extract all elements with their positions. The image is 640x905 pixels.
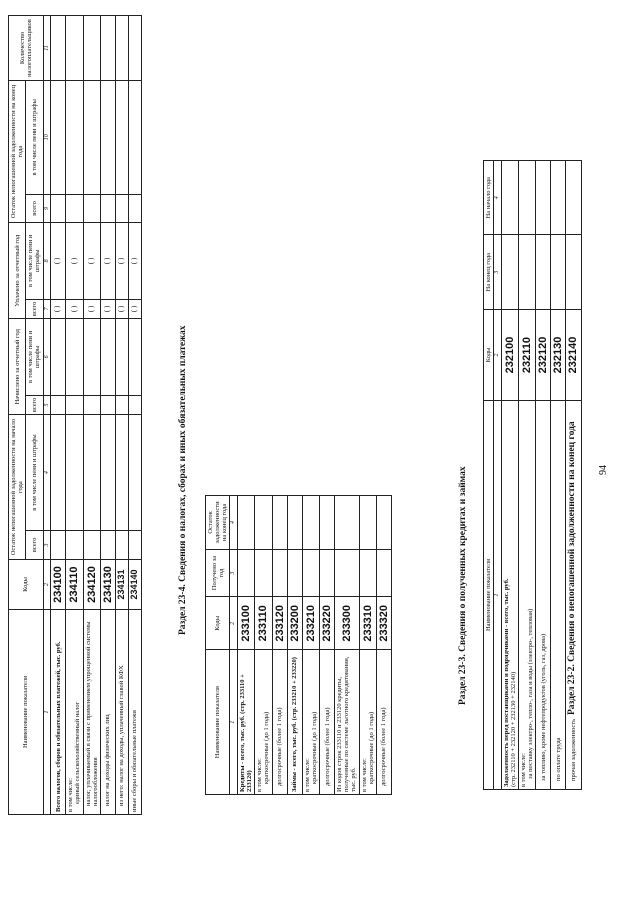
row-label: налог, уплачиваемый в связи с применением упрощенной системы налогообложения — [83, 610, 100, 815]
table-row — [501, 161, 518, 790]
col-header: Начислено за отчетный год — [9, 319, 26, 415]
col-header: Коды — [9, 560, 44, 610]
row-code: 233300 — [335, 597, 359, 650]
table-row — [359, 496, 376, 795]
row-label: по оплате труда — [551, 401, 566, 790]
table-row — [335, 496, 359, 795]
col-header: Остаток задолженности на конец года — [206, 496, 230, 550]
row-code: 233210 — [302, 597, 319, 650]
row-code: 234140 — [128, 560, 141, 610]
row-code: 233120 — [272, 597, 287, 650]
table-23-3: Наименование показателя Коды Получено за год Остаток задолженности на конец года 1 2 3 4 Кредиты - всего, тыс. руб. (стр. 233110 + 233120) 233100 в том числе: краткосрочные (до 1 года) 233110 долгосрочные (более 1 года) 233120 Займы - всего, тыс. руб. (стр. 233210 + 233220) 233200 в том числе: краткосрочные (до 1 года) 233210 долгосрочные (более 1 года) 233220 Из кодов строк 233110 и 233120 кредиты, полученные по системе льготного кредитования, тыс. руб. 233300 в том числе: краткосрочные (до 1 года) 233310 долгосрочные (более 1 года) 233320 — [205, 495, 392, 795]
row-code: 233220 — [320, 597, 335, 650]
row-code: 234130 — [100, 560, 115, 610]
col-header: Остаток непогашенной задолженности на начало года — [9, 415, 26, 560]
row-label: долгосрочные (более 1 года) — [320, 650, 335, 795]
col-header: Количество налогоплательщиков — [9, 16, 44, 81]
table-row: в том числе: единый сельскохозяйственный налог 234110 ( ) ( ) — [66, 16, 83, 815]
row-label: долгосрочные (более 1 года) — [272, 650, 287, 795]
table-row — [536, 161, 551, 790]
table-row: Всего налогов, сборов и обязательных платежей, тыс. руб. 234100 ( ) ( ) — [51, 16, 66, 815]
page-number: 94 — [598, 465, 609, 475]
row-code: 234110 — [66, 560, 83, 610]
table-row — [376, 496, 391, 795]
row-code: 232110 — [519, 309, 536, 400]
col-header: Наименование показателя — [206, 650, 230, 795]
row-code: 233200 — [287, 597, 302, 650]
table-23-4: Наименование показателя Коды Остаток непогашенной задолженности на начало года Начислено за отчетный год Уплачено за отчетный год Остаток непогашенной задолженности на конец года Количество налогоплательщиков всего в том числе пени и штрафы всего в том числе пени и штрафы всего в том числе пени и штрафы всего в том числе пени и штрафы 1 2 3 4 5 6 7 8 9 10 11 Всего налогов, сборов и обязательных платежей, тыс. руб. 234100 ( ) ( ) в том числе: единый сельскохозяйственный налог 234110 ( ) ( ) налог, уплачиваемый в связи с применением упрощенной системы налогообложения 234120 ( ) ( ) налог на доходы физических лиц 234130 ( ) ( ) из него: налог на доходы, уплаченный главой КФХ 234131 ( ) ( ) иные сборы и обязательные платежи 234140 ( ) ( ) — [8, 15, 142, 815]
row-label: из него: налог на доходы, уплаченный главой КФХ — [115, 610, 128, 815]
col-header: Получено за год — [206, 549, 230, 596]
row-code: 234100 — [51, 560, 66, 610]
table-row: из него: налог на доходы, уплаченный главой КФХ 234131 ( ) ( ) — [115, 16, 128, 815]
table-row — [287, 496, 302, 795]
row-label: налог на доходы физических лиц — [100, 610, 115, 815]
row-label: Кредиты - всего, тыс. руб. (стр. 233110 + 233120) — [238, 650, 255, 795]
row-code: 233310 — [359, 597, 376, 650]
row-label: в том числе: за поставку электро-, тепло-, газа и воды (электро-, тепловая) — [519, 401, 536, 790]
row-label: Задолженность перед поставщиками и подрядчиками - всего, тыс. руб. (стр. 232110 + 232120 + 232130 + 232140) — [501, 401, 518, 790]
row-label: в том числе: единый сельскохозяйственный налог — [66, 610, 83, 815]
row-code: 232140 — [566, 309, 581, 400]
row-label: Из кодов строк 233110 и 233120 кредиты, полученные по системе льготного кредитования, тыс. руб. — [335, 650, 359, 795]
row-label: Всего налогов, сборов и обязательных платежей, тыс. руб. — [51, 610, 66, 815]
section-23-3-title: Раздел 23-3. Сведения о полученных кредитах и займах — [458, 466, 468, 705]
row-label: в том числе: краткосрочные (до 1 года) — [255, 650, 272, 795]
col-header: Остаток непогашенной задолженности на конец года — [9, 81, 26, 223]
row-label: прочая задолженность — [566, 401, 581, 790]
section-23-4-title: Раздел 23-4. Сведения о налогах, сборах и иных обязательных платежах — [178, 325, 188, 635]
row-label: долгосрочные (более 1 года) — [376, 650, 391, 795]
col-header: Наименование показателя — [9, 610, 44, 815]
table-row — [238, 496, 255, 795]
row-label: иные сборы и обязательные платежи — [128, 610, 141, 815]
table-row — [272, 496, 287, 795]
section-23-2-title: Раздел 23-2. Сведения о непогашенной задолженности на конец года — [567, 421, 577, 715]
col-header: На начало года — [484, 161, 494, 236]
row-label: Займы - всего, тыс. руб. (стр. 233210 + 233220) — [287, 650, 302, 795]
row-code: 234131 — [115, 560, 128, 610]
col-header: Уплачено за отчетный год — [9, 223, 26, 319]
col-header: На конец года — [484, 235, 494, 309]
row-code: 232120 — [536, 309, 551, 400]
row-label: в том числе: краткосрочные (до 1 года) — [359, 650, 376, 795]
table-row: иные сборы и обязательные платежи 234140 ( ) ( ) — [128, 16, 141, 815]
row-label: за топливо, кроме нефтепродуктов (уголь, газ, дрова) — [536, 401, 551, 790]
table-row — [551, 161, 566, 790]
table-23-2: Наименование показателя Коды На конец года На начало года 1 2 3 4 Задолженность перед поставщиками и подрядчиками - всего, тыс. руб. (стр. 232110 + 232120 + 232130 + 232140) 232100 в том числе: за поставку электро-, тепло-, газа и воды (электро-, тепловая) 232110 за топливо, кроме нефтепродуктов (уголь, газ, дрова) 232120 по оплате труда 232130 прочая задолженность 232140 — [483, 160, 582, 790]
table-row: налог на доходы физических лиц 234130 ( ) ( ) — [100, 16, 115, 815]
row-code: 232100 — [501, 309, 518, 400]
table-row — [320, 496, 335, 795]
col-header: Наименование показателя — [484, 401, 494, 790]
col-header: Коды — [484, 309, 494, 400]
table-row — [566, 161, 581, 790]
table-row — [255, 496, 272, 795]
row-code: 233320 — [376, 597, 391, 650]
table-row — [302, 496, 319, 795]
row-code: 232130 — [551, 309, 566, 400]
col-header: Коды — [206, 597, 230, 650]
table-row: налог, уплачиваемый в связи с применением упрощенной системы налогообложения 234120 ( ) ( ) — [83, 16, 100, 815]
table-row — [519, 161, 536, 790]
row-label: в том числе: краткосрочные (до 1 года) — [302, 650, 319, 795]
row-code: 234120 — [83, 560, 100, 610]
row-code: 233100 — [238, 597, 255, 650]
row-code: 233110 — [255, 597, 272, 650]
